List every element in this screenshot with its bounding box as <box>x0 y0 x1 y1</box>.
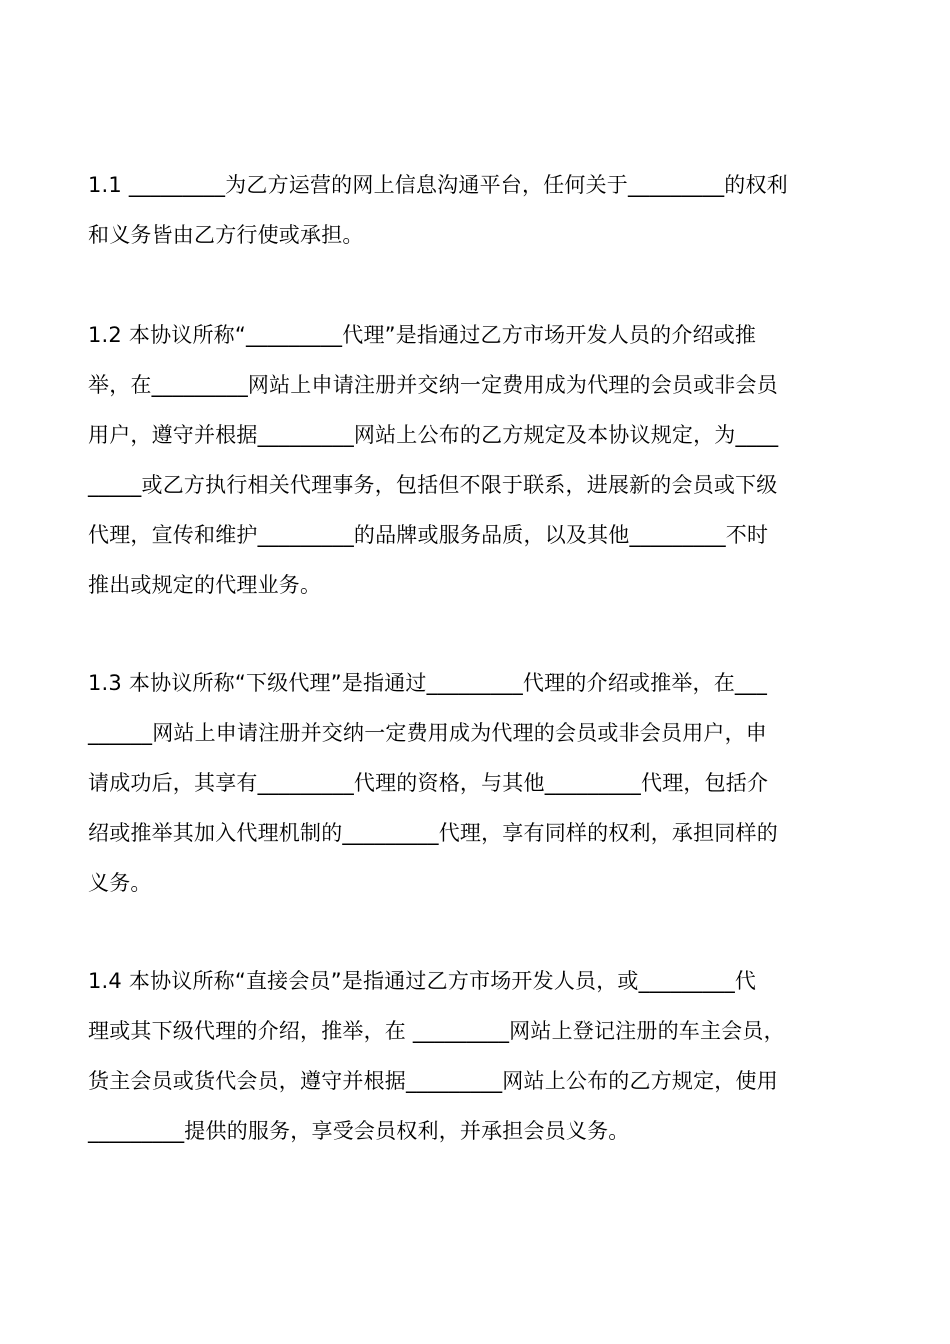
clause-line: 绍或推举其加入代理机制的_________代理，享有同样的权利，承担同样的 <box>88 821 778 845</box>
clause-line: 货主会员或货代会员，遵守并根据_________网站上公布的乙方规定，使用 <box>88 1069 778 1093</box>
clause-line: 1.4 本协议所称“直接会员”是指通过乙方市场开发人员，或_________代 <box>88 969 757 993</box>
clause-line: _____或乙方执行相关代理事务，包括但不限于联系，进展新的会员或下级 <box>88 473 778 497</box>
clause-line: 义务。 <box>88 871 152 895</box>
clause-line: 推出或规定的代理业务。 <box>88 573 322 597</box>
clause-line: 举，在_________网站上申请注册并交纳一定费用成为代理的会员或非会员 <box>88 373 778 397</box>
clause-line: 请成功后，其享有_________代理的资格，与其他_________代理，包括介 <box>88 771 769 795</box>
clause-line: 理或其下级代理的介绍，推举，在 _________网站上登记注册的车主会员， <box>88 1019 785 1043</box>
clause-line: 用户，遵守并根据_________网站上公布的乙方规定及本协议规定，为____ <box>88 423 779 447</box>
clause-line: ______网站上申请注册并交纳一定费用成为代理的会员或非会员用户，申 <box>88 721 767 745</box>
clause-line: 1.1 _________为乙方运营的网上信息沟通平台，任何关于_________的权利 <box>88 173 788 197</box>
clause-line: 1.2 本协议所称“_________代理”是指通过乙方市场开发人员的介绍或推 <box>88 323 757 347</box>
clause-line: _________提供的服务，享受会员权利，并承担会员义务。 <box>88 1119 630 1143</box>
clause-line: 和义务皆由乙方行使或承担。 <box>88 223 364 247</box>
clause-line: 1.3 本协议所称“下级代理”是指通过_________代理的介绍或推举，在___ <box>88 671 768 695</box>
clause-line: 代理，宣传和维护_________的品牌或服务品质，以及其他_________不时 <box>88 523 769 547</box>
